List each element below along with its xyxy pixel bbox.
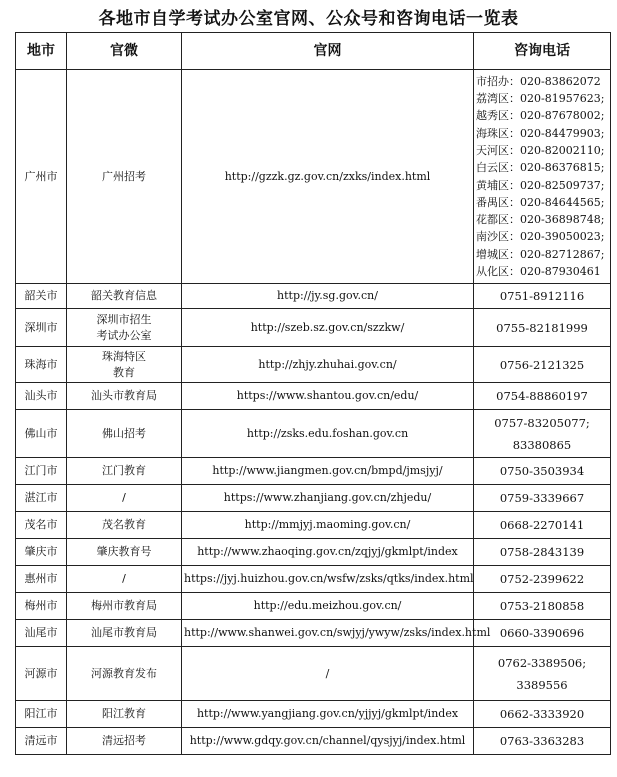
table-row [16,410,611,458]
city-cell: 肇庆市 [16,539,67,566]
table-row [16,566,611,593]
table-row [16,309,611,347]
phone-cell: 0762-3389506; 3389556 [474,647,611,701]
website-link[interactable]: http://mmjyj.maoming.gov.cn/ [182,512,474,539]
table-row [16,701,611,728]
city-cell: 深圳市 [16,309,67,347]
phone-cell: 0668-2270141 [474,512,611,539]
table-header-row [16,33,611,70]
website-link[interactable]: http://zsks.edu.foshan.gov.cn [182,410,474,458]
city-cell: 珠海市 [16,347,67,383]
city-cell: 湛江市 [16,485,67,512]
phone-line: 番禺区：020-84644565; [476,195,605,209]
wechat-cell: 梅州市教育局 [67,593,182,620]
phone-cell: 0752-2399622 [474,566,611,593]
website-link[interactable]: http://jy.sg.gov.cn/ [182,284,474,309]
phone-cell: 0757-83205077; 83380865 [474,410,611,458]
wechat-cell: 佛山招考 [67,410,182,458]
website-link[interactable]: http://www.gdqy.gov.cn/channel/qysjyj/index.html [182,728,474,755]
city-cell: 江门市 [16,458,67,485]
website-link[interactable]: http://edu.meizhou.gov.cn/ [182,593,474,620]
phone-line: 越秀区：020-87678002; [476,109,605,123]
website-link[interactable]: / [182,647,474,701]
phone-cell: 0750-3503934 [474,458,611,485]
website-link[interactable]: http://gzzk.gz.gov.cn/zxks/index.html [182,70,474,284]
phone-line: 花都区：020-36898748; [476,213,605,227]
wechat-cell: 深圳市招生 考试办公室 [67,309,182,347]
phone-cell: 0763-3363283 [474,728,611,755]
header-city: 地市 [16,33,67,70]
wechat-cell: 广州招考 [67,70,182,284]
city-cell: 茂名市 [16,512,67,539]
city-cell: 清远市 [16,728,67,755]
city-cell: 阳江市 [16,701,67,728]
table-row [16,647,611,701]
wechat-cell: 清远招考 [67,728,182,755]
phone-line: 增城区：020-82712867; [476,247,605,261]
city-cell: 梅州市 [16,593,67,620]
table-row [16,539,611,566]
phone-cell: 0759-3339667 [474,485,611,512]
contact-table [15,32,611,755]
website-link[interactable]: http://zhjy.zhuhai.gov.cn/ [182,347,474,383]
website-link[interactable]: http://www.shanwei.gov.cn/swjyj/ywyw/zsks/index.html [182,620,474,647]
phone-cell: 0660-3390696 [474,620,611,647]
page-title: 各地市自学考试办公室官网、公众号和咨询电话一览表 [98,9,519,29]
city-cell: 汕尾市 [16,620,67,647]
phone-cell: 0751-8912116 [474,284,611,309]
website-link[interactable]: https://www.zhanjiang.gov.cn/zhjedu/ [182,485,474,512]
table-row-guangzhou [16,70,611,284]
phone-cell: 0758-2843139 [474,539,611,566]
table-row [16,593,611,620]
header-website: 官网 [182,33,474,70]
website-link[interactable]: http://www.zhaoqing.gov.cn/zqjyj/gkmlpt/index [182,539,474,566]
website-link[interactable]: https://jyj.huizhou.gov.cn/wsfw/zsks/qtks/index.html [182,566,474,593]
phone-line: 从化区：020-87930461 [476,264,601,278]
wechat-cell: / [67,485,182,512]
phone-cell: 0753-2180858 [474,593,611,620]
table-row [16,284,611,309]
wechat-cell: 茂名教育 [67,512,182,539]
wechat-cell: 阳江教育 [67,701,182,728]
phone-line: 海珠区：020-84479903; [476,126,605,140]
city-cell: 佛山市 [16,410,67,458]
table-row [16,512,611,539]
city-cell: 河源市 [16,647,67,701]
website-link[interactable]: http://www.jiangmen.gov.cn/bmpd/jmsjyj/ [182,458,474,485]
table-row [16,728,611,755]
table-row [16,383,611,410]
wechat-cell: 江门教育 [67,458,182,485]
website-link[interactable]: http://szeb.sz.gov.cn/szzkw/ [182,309,474,347]
header-phone: 咨询电话 [474,33,611,70]
phone-cell: 0755-82181999 [474,309,611,347]
phone-list [474,70,611,284]
wechat-cell: 汕尾市教育局 [67,620,182,647]
website-link[interactable]: https://www.shantou.gov.cn/edu/ [182,383,474,410]
wechat-cell: 肇庆教育号 [67,539,182,566]
phone-line: 荔湾区：020-81957623; [476,92,605,106]
phone-line: 天河区：020-82002110; [476,143,605,157]
phone-cell: 0662-3333920 [474,701,611,728]
phone-line: 白云区：020-86376815; [476,161,605,175]
city-cell: 广州市 [16,70,67,284]
wechat-cell: / [67,566,182,593]
header-wechat: 官微 [67,33,182,70]
city-cell: 汕头市 [16,383,67,410]
wechat-cell: 韶关教育信息 [67,284,182,309]
phone-line: 黄埔区：020-82509737; [476,178,605,192]
website-link[interactable]: http://www.yangjiang.gov.cn/yjjyj/gkmlpt/index [182,701,474,728]
phone-cell: 0754-88860197 [474,383,611,410]
table-row [16,347,611,383]
phone-line: 市招办：020-83862072 [476,74,601,88]
phone-cell: 0756-2121325 [474,347,611,383]
city-cell: 韶关市 [16,284,67,309]
table-row [16,485,611,512]
wechat-cell: 珠海特区 教育 [67,347,182,383]
wechat-cell: 汕头市教育局 [67,383,182,410]
phone-line: 南沙区：020-39050023; [476,230,605,244]
wechat-cell: 河源教育发布 [67,647,182,701]
city-cell: 惠州市 [16,566,67,593]
table-row [16,458,611,485]
table-row [16,620,611,647]
